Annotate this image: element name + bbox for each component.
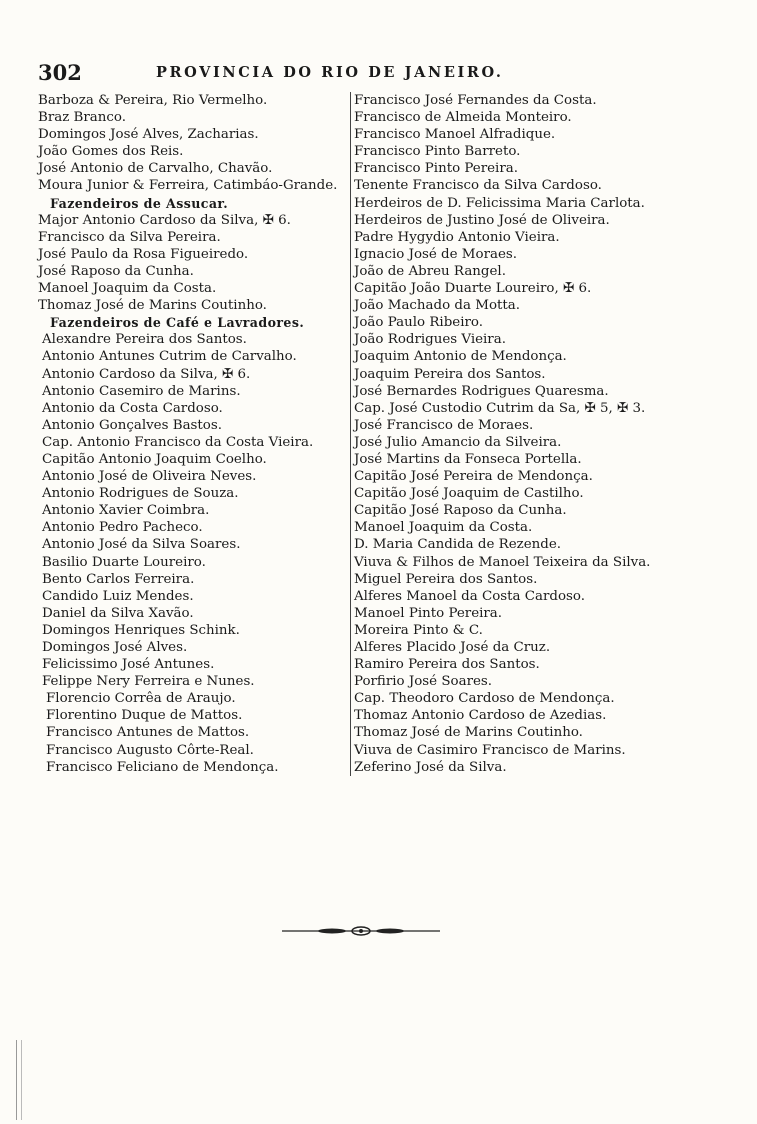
binding-edge <box>16 1040 22 1120</box>
list-entry: Porfirio José Soares. <box>354 674 493 690</box>
list-entry: Ramiro Pereira dos Santos. <box>354 657 540 673</box>
list-entry: Florentino Duque de Mattos. <box>46 708 243 724</box>
list-entry: João Gomes dos Reis. <box>38 144 184 160</box>
list-entry: Moura Junior & Ferreira, Catimbáo-Grande. <box>38 178 338 194</box>
list-entry: Ignacio José de Moraes. <box>354 246 518 262</box>
list-entry: Antonio da Costa Cardoso. <box>42 400 223 416</box>
list-entry: Domingos José Alves. <box>42 640 188 655</box>
list-entry: Thomaz Antonio Cardoso de Azedias. <box>354 708 607 724</box>
list-entry: José Julio Amancio da Silveira. <box>354 434 562 450</box>
list-entry: Viuva de Casimiro Francisco de Marins. <box>354 742 626 758</box>
list-entry: Francisco Augusto Côrte-Real. <box>46 742 254 758</box>
list-entry: Antonio Cardoso da Silva, ✠ 6. <box>42 366 251 382</box>
list-entry: José Martins da Fonseca Portella. <box>354 451 582 467</box>
list-entry: Francisco José Fernandes da Costa. <box>354 93 597 108</box>
list-entry: Francisco da Silva Pereira. <box>38 229 221 245</box>
list-entry: Domingos José Alves, Zacharias. <box>38 127 259 143</box>
list-entry: José Raposo da Cunha. <box>38 263 194 279</box>
list-entry: Capitão José Joaquim de Castilho. <box>354 486 584 502</box>
list-entry: Manoel Joaquim da Costa. <box>354 520 533 536</box>
list-entry: Florencio Corrêa de Araujo. <box>46 691 236 707</box>
list-entry: Manoel Joaquim da Costa. <box>38 281 217 297</box>
list-entry: Francisco Antunes de Mattos. <box>46 725 250 741</box>
list-entry: Francisco Feliciano de Mendonça. <box>46 759 279 775</box>
list-entry: Herdeiros de D. Felicissima Maria Carlota. <box>354 195 645 211</box>
list-entry: Candido Luiz Mendes. <box>42 588 194 604</box>
list-entry: Francisco Pinto Barreto. <box>354 144 521 160</box>
list-entry: Antonio Casemiro de Marins. <box>42 383 241 399</box>
list-entry: Antonio José da Silva Soares. <box>42 537 241 553</box>
list-entry: Manoel Pinto Pereira. <box>354 605 503 621</box>
list-entry: Tenente Francisco da Silva Cardoso. <box>354 178 602 194</box>
list-entry: José Bernardes Rodrigues Quaresma. <box>354 383 609 399</box>
list-entry: Miguel Pereira dos Santos. <box>354 571 538 587</box>
list-entry: Barboza & Pereira, Rio Vermelho. <box>38 93 268 108</box>
list-entry: Francisco Pinto Pereira. <box>354 161 518 177</box>
list-entry: Padre Hygydio Antonio Vieira. <box>354 229 560 245</box>
list-entry: Braz Branco. <box>38 110 126 126</box>
list-entry: João Paulo Ribeiro. <box>354 315 483 331</box>
section-heading: Fazendeiros de Assucar. <box>50 195 229 211</box>
running-title: PROVINCIA DO RIO DE JANEIRO. <box>156 64 504 81</box>
list-entry: Antonio Pedro Pacheco. <box>42 520 203 536</box>
list-entry: Capitão José Raposo da Cunha. <box>354 503 567 519</box>
list-entry: Francisco Manoel Alfradique. <box>354 127 556 143</box>
list-entry: Basilio Duarte Loureiro. <box>42 554 206 570</box>
list-entry: João Rodrigues Vieira. <box>354 332 506 348</box>
list-entry: José Francisco de Moraes. <box>354 417 534 433</box>
list-entry: João de Abreu Rangel. <box>354 263 506 279</box>
list-entry: Major Antonio Cardoso da Silva, ✠ 6. <box>38 212 291 228</box>
list-entry: Joaquim Pereira dos Santos. <box>354 366 546 382</box>
list-entry: Zeferino José da Silva. <box>354 759 507 775</box>
list-entry: Antonio José de Oliveira Neves. <box>42 469 257 485</box>
list-entry: Domingos Henriques Schink. <box>42 622 240 638</box>
list-entry: Alexandre Pereira dos Santos. <box>42 332 247 348</box>
list-entry: José Paulo da Rosa Figueiredo. <box>38 246 249 262</box>
list-entry: Cap. Antonio Francisco da Costa Vieira. <box>42 434 314 450</box>
list-entry: Felicissimo José Antunes. <box>42 657 215 673</box>
right-column <box>350 92 734 776</box>
list-entry: Bento Carlos Ferreira. <box>42 571 195 587</box>
list-entry: Antonio Xavier Coimbra. <box>42 503 210 519</box>
list-entry: Antonio Rodrigues de Souza. <box>42 486 239 502</box>
page-header <box>38 60 718 90</box>
list-entry: Herdeiros de Justino José de Oliveira. <box>354 212 610 228</box>
list-entry: Capitão Antonio Joaquim Coelho. <box>42 451 267 467</box>
list-entry: Cap. Theodoro Cardoso de Mendonça. <box>354 691 615 707</box>
list-entry: João Machado da Motta. <box>354 298 521 314</box>
ornamental-divider <box>282 925 440 937</box>
list-entry: Thomaz José de Marins Coutinho. <box>354 725 583 741</box>
left-column <box>38 92 350 776</box>
list-entry: Antonio Antunes Cutrim de Carvalho. <box>42 349 297 365</box>
list-entry: Alferes Manoel da Costa Cardoso. <box>354 588 585 604</box>
list-entry: Cap. José Custodio Cutrim da Sa, ✠ 5, ✠ 3. <box>354 400 646 416</box>
list-entry: Francisco de Almeida Monteiro. <box>354 110 572 126</box>
list-entry: Thomaz José de Marins Coutinho. <box>38 298 267 314</box>
list-entry: Moreira Pinto & C. <box>354 622 483 638</box>
list-entry: Antonio Gonçalves Bastos. <box>42 417 222 433</box>
page-number: 302 <box>38 60 82 85</box>
list-entry: Capitão José Pereira de Mendonça. <box>354 469 593 485</box>
list-entry: Daniel da Silva Xavão. <box>42 605 194 621</box>
list-entry: Joaquim Antonio de Mendonça. <box>354 349 567 365</box>
list-entry: Viuva & Filhos de Manoel Teixeira da Silva. <box>354 554 651 570</box>
section-heading: Fazendeiros de Café e Lavradores. <box>50 315 305 331</box>
list-entry: D. Maria Candida de Rezende. <box>354 537 562 553</box>
list-entry: Capitão João Duarte Loureiro, ✠ 6. <box>354 281 592 297</box>
list-entry: Alferes Placido José da Cruz. <box>354 640 551 655</box>
list-entry: Felippe Nery Ferreira e Nunes. <box>42 674 255 690</box>
list-entry: José Antonio de Carvalho, Chavão. <box>38 161 273 177</box>
